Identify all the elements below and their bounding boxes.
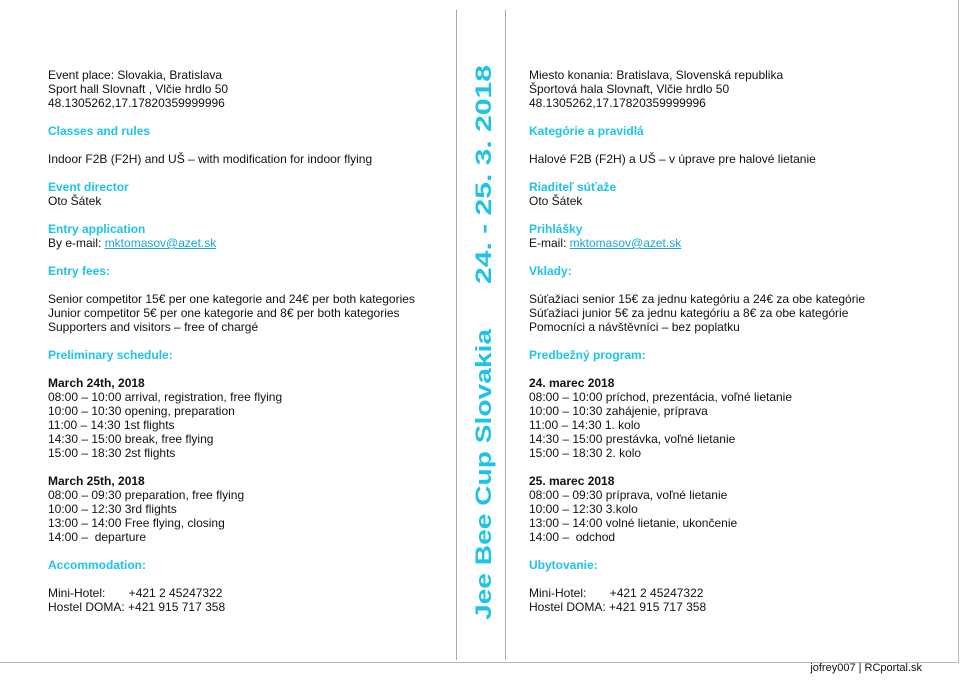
- schedule-item: 14:00 – odchod: [529, 530, 616, 544]
- fee-line: Supporters and visitors – free of chargé: [48, 320, 259, 334]
- entry-line: [529, 236, 929, 250]
- classes-heading: Classes and rules: [48, 124, 151, 138]
- classes-text: Halové F2B (F2H) a UŠ – v úprave pre halové lietanie: [529, 152, 816, 166]
- day2-title: March 25th, 2018: [48, 474, 145, 488]
- schedule-item: 11:00 – 14:30 1st flights: [48, 418, 175, 432]
- entry-prefix: E-mail:: [529, 236, 570, 250]
- coordinates-line: 48.1305262,17.17820359999996: [48, 96, 225, 110]
- director-name: Oto Šátek: [48, 194, 102, 208]
- director-name: Oto Šátek: [529, 194, 583, 208]
- entry-prefix: By e-mail:: [48, 236, 105, 250]
- fee-line: Súťažiaci junior 5€ za jednu kategóriu a 8€ za obe kategórie: [529, 306, 849, 320]
- venue-line: Sport hall Slovnaft , Vlčie hrdlo 50: [48, 82, 229, 96]
- entry-heading: Entry application: [48, 222, 146, 236]
- director-heading: Event director: [48, 180, 129, 194]
- schedule-item: 10:00 – 10:30 zahájenie, príprava: [529, 404, 708, 418]
- fee-line: Súťažiaci senior 15€ za jednu kategóriu a 24€ za obe kategórie: [529, 292, 866, 306]
- accommodation-line: Mini-Hotel: +421 2 45247322: [529, 586, 704, 600]
- schedule-item: 08:00 – 09:30 príprava, voľné lietanie: [529, 488, 728, 502]
- event-place-line: Event place: Slovakia, Bratislava: [48, 68, 223, 82]
- fees-heading: Vklady:: [529, 264, 572, 278]
- accommodation-line: Mini-Hotel: +421 2 45247322: [48, 586, 223, 600]
- divider-left: [456, 10, 457, 660]
- venue-line: Športová hala Slovnaft, Vlčie hrdlo 50: [529, 82, 730, 96]
- schedule-item: 10:00 – 12:30 3.kolo: [529, 502, 638, 516]
- schedule-item: 15:00 – 18:30 2. kolo: [529, 446, 642, 460]
- coordinates-line: 48.1305262,17.17820359999996: [529, 96, 706, 110]
- accommodation-heading: Ubytovanie:: [529, 558, 598, 572]
- classes-heading: Kategórie a pravidlá: [529, 124, 644, 138]
- credit-text: jofrey007 | RCportal.sk: [810, 662, 922, 674]
- schedule-item: 11:00 – 14:30 1. kolo: [529, 418, 641, 432]
- day1-title: March 24th, 2018: [48, 376, 145, 390]
- title-dates: 24. - 25. 3. 2018: [471, 123, 496, 284]
- schedule-item: 08:00 – 10:00 arrival, registration, free flying: [48, 390, 283, 404]
- schedule-item: 13:00 – 14:00 volné lietanie, ukončenie: [529, 516, 738, 530]
- title-name: Jee Bee Cup Slovakia: [471, 392, 496, 620]
- fee-line: Senior competitor 15€ per one kategorie and 24€ per both kategories: [48, 292, 415, 306]
- schedule-item: 08:00 – 09:30 preparation, free flying: [48, 488, 245, 502]
- entry-heading: Prihlášky: [529, 222, 583, 236]
- fee-line: Pomocníci a návštěvníci – bez poplatku: [529, 320, 740, 334]
- schedule-item: 13:00 – 14:00 Free flying, closing: [48, 516, 225, 530]
- schedule-item: 08:00 – 10:00 príchod, prezentácia, voľné lietanie: [529, 390, 793, 404]
- schedule-item: 10:00 – 10:30 opening, preparation: [48, 404, 235, 418]
- schedule-heading: Preliminary schedule:: [48, 348, 173, 362]
- schedule-item: 14:30 – 15:00 prestávka, voľné lietanie: [529, 432, 736, 446]
- event-place-line: Miesto konania: Bratislava, Slovenská republika: [529, 68, 784, 82]
- schedule-item: 14:00 – departure: [48, 530, 147, 544]
- divider-right: [505, 10, 506, 660]
- schedule-item: 15:00 – 18:30 2st flights: [48, 446, 176, 460]
- entry-line: [48, 236, 448, 250]
- schedule-item: 10:00 – 12:30 3rd flights: [48, 502, 177, 516]
- accommodation-line: Hostel DOMA: +421 915 717 358: [529, 600, 707, 614]
- classes-text: Indoor F2B (F2H) and UŠ – with modification for indoor flying: [48, 152, 373, 166]
- director-heading: Riaditeľ súťaže: [529, 180, 617, 194]
- email-link[interactable]: mktomasov@azet.sk: [569, 236, 682, 250]
- accommodation-line: Hostel DOMA: +421 915 717 358: [48, 600, 226, 614]
- email-link[interactable]: mktomasov@azet.sk: [104, 236, 217, 250]
- day1-title: 24. marec 2018: [529, 376, 615, 390]
- fees-heading: Entry fees:: [48, 264, 111, 278]
- english-column: [48, 68, 448, 614]
- schedule-heading: Predbežný program:: [529, 348, 646, 362]
- fee-line: Junior competitor 5€ per one kategorie and 8€ per both kategories: [48, 306, 400, 320]
- slovak-column: [529, 68, 929, 614]
- day2-title: 25. marec 2018: [529, 474, 615, 488]
- vertical-title: [469, 64, 497, 620]
- schedule-item: 14:30 – 15:00 break, free flying: [48, 432, 214, 446]
- accommodation-heading: Accommodation:: [48, 558, 147, 572]
